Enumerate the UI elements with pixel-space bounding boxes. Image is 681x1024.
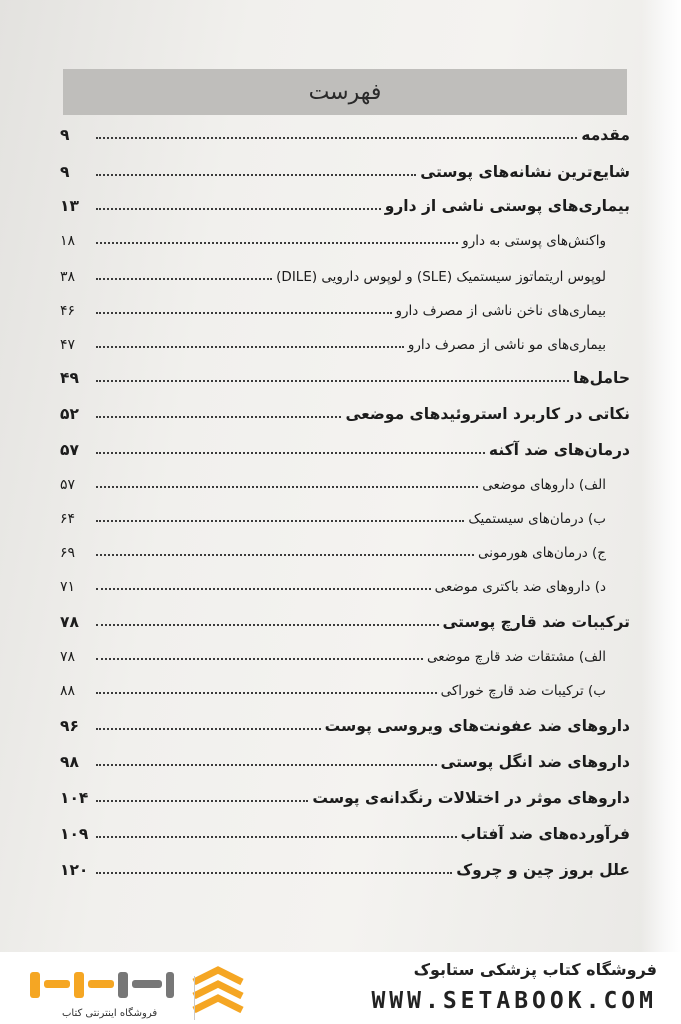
toc-entry-title: داروهای ضد عفونت‌های ویروسی پوست	[324, 717, 630, 735]
dot-leader	[96, 836, 457, 838]
dot-leader	[96, 242, 458, 244]
store-name: فروشگاه کتاب پزشکی ستابوک	[413, 960, 657, 979]
toc-entry	[60, 709, 630, 735]
dot-leader	[96, 692, 437, 694]
toc-entry	[60, 853, 630, 879]
toc-entry-title: الف) مشتقات ضد قارچ موضعی	[426, 649, 606, 665]
toc-entry-page: ۷۸	[60, 613, 79, 631]
toc-header	[63, 69, 627, 115]
dot-leader	[96, 452, 485, 454]
toc-entry-title: داروهای موثر در اختلالات رنگدانه‌ی پوست	[312, 789, 630, 807]
toc-entry-title: درمان‌های ضد آکنه	[488, 441, 630, 459]
toc-entry-title: شایع‌ترین نشانه‌های پوستی	[420, 163, 630, 181]
toc-entry	[60, 673, 630, 699]
toc-header-title: فهرست	[308, 79, 382, 105]
toc-entry-page: ۵۷	[60, 441, 79, 459]
toc-entry-page: ۴۹	[60, 369, 79, 387]
toc-entry-page: ۴۶	[60, 303, 76, 319]
toc-entry-page: ۵۷	[60, 477, 76, 493]
toc-entry	[60, 361, 630, 387]
toc-entry	[60, 605, 630, 631]
dot-leader	[96, 380, 569, 382]
dot-leader	[96, 174, 416, 176]
logo-divider	[194, 976, 195, 1020]
toc-entry-title: نکاتی در کاربرد استروئیدهای موضعی	[345, 405, 630, 423]
toc-entry	[60, 535, 630, 561]
toc-entry-title: مقدمه	[581, 126, 630, 144]
toc-entry	[60, 639, 630, 665]
toc-entry	[60, 781, 630, 807]
toc-entry	[60, 745, 630, 771]
toc-entry-page: ۹	[60, 163, 70, 181]
toc-entry-page: ۱۰۴	[60, 789, 89, 807]
toc-entry	[60, 817, 630, 843]
toc-entry-title: ب) ترکیبات ضد قارچ خوراکی	[440, 683, 606, 699]
dot-leader	[96, 346, 404, 348]
toc-entry-page: ۱۸	[60, 233, 76, 249]
store-url: WWW.SETABOOK.COM	[371, 988, 657, 1014]
toc-entry-title: الف) داروهای موضعی	[482, 477, 606, 493]
dot-leader	[96, 137, 577, 139]
dot-leader	[96, 658, 423, 660]
toc-entry-title: بیماری‌های پوستی ناشی از دارو	[384, 197, 630, 215]
toc-entry-title: فرآورده‌های ضد آفتاب	[460, 825, 630, 843]
dot-leader	[96, 520, 464, 522]
toc-entry-page: ۹۸	[60, 753, 79, 771]
dot-leader	[96, 486, 478, 488]
toc-entry-page: ۸۸	[60, 683, 76, 699]
toc-entry	[60, 327, 630, 353]
toc-entry-title: د) داروهای ضد باکتری موضعی	[434, 579, 606, 595]
toc-entry-page: ۱۲۰	[60, 861, 89, 879]
dot-leader	[96, 416, 341, 418]
toc-entry-title: ب) درمان‌های سیستمیک	[468, 511, 606, 527]
dot-leader	[96, 872, 452, 874]
toc-entry	[60, 189, 630, 215]
toc-entry-title: ج) درمان‌های هورمونی	[478, 545, 606, 561]
toc-entry-title: ترکیبات ضد قارچ پوستی	[442, 613, 630, 631]
toc-entry	[60, 223, 630, 249]
dot-leader	[96, 800, 308, 802]
toc-entry	[60, 397, 630, 423]
toc-entry	[60, 467, 630, 493]
toc-entry-page: ۷۱	[60, 579, 76, 595]
dot-leader	[96, 588, 431, 590]
toc-entry-title: علل بروز چین و چروک	[456, 861, 630, 879]
toc-entry	[60, 118, 630, 144]
toc-entry-page: ۹۶	[60, 717, 79, 735]
toc-entry-page: ۱۳	[60, 197, 79, 215]
toc-entry-page: ۶۹	[60, 545, 76, 561]
watermark-banner	[0, 952, 681, 1024]
toc-entry-page: ۳۸	[60, 269, 76, 285]
toc-entry-title: بیماری‌های مو ناشی از مصرف دارو	[407, 337, 606, 353]
dot-leader	[96, 554, 474, 556]
dot-leader	[96, 624, 439, 626]
dot-leader	[96, 278, 272, 280]
dot-leader	[96, 728, 321, 730]
dot-leader	[96, 312, 392, 314]
toc-entry	[60, 155, 630, 181]
toc-entry	[60, 433, 630, 459]
toc-entry-page: ۴۷	[60, 337, 76, 353]
toc-entry-title: بیماری‌های ناخن ناشی از مصرف دارو	[395, 303, 606, 319]
toc-entry-title: داروهای ضد انگل پوستی	[440, 753, 630, 771]
toc-entry-page: ۶۴	[60, 511, 76, 527]
toc-entry	[60, 293, 630, 319]
dot-leader	[96, 764, 437, 766]
toc-entry	[60, 501, 630, 527]
toc-entry-title: لوپوس اریتماتوز سیستمیک (SLE) و لوپوس دارویی (DILE)	[276, 269, 606, 285]
page-edge-highlight	[641, 0, 681, 952]
toc-entry-page: ۹	[60, 126, 70, 144]
toc-entry	[60, 569, 630, 595]
toc-entry-page: ۵۲	[60, 405, 79, 423]
toc-entry	[60, 259, 630, 285]
toc-entry-page: ۷۸	[60, 649, 76, 665]
setabook-logo	[22, 962, 252, 1018]
toc-entry-page: ۱۰۹	[60, 825, 89, 843]
toc-entry-title: واکنش‌های پوستی به دارو	[462, 233, 606, 249]
logo-tagline: فروشگاه اینترنتی کتاب	[62, 1008, 158, 1019]
dot-leader	[96, 208, 381, 210]
toc-entry-title: حامل‌ها	[573, 369, 630, 387]
